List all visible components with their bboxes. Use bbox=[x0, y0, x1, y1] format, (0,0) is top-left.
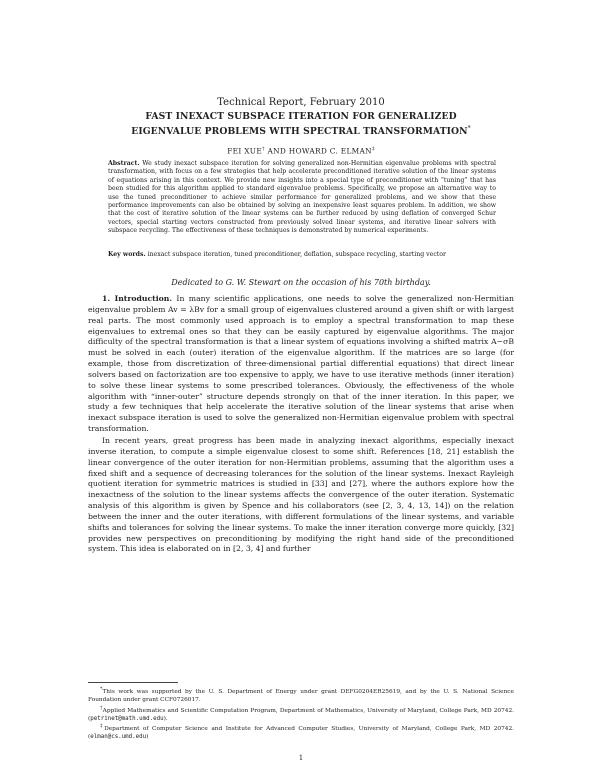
footnote-1 bbox=[88, 686, 514, 705]
intro-paragraph-2: In recent years, great progress has been made in analyzing inexact algorithms, especially inexact inverse iteration, to compute a simple eigenvalue closest to some shift. References [18, 21] establish the linear convergence of the outer iteration for non-Hermitian problems, assuming that the algorithm uses a fixed shift and a sequence of decreasing tolerances for the solution of the linear systems. Inexact Rayleigh quotient iteration for symmetric matrices is studied in [33] and [27], where the authors explore how the inexactness of the solution to the linear systems affects the convergence of the outer iteration. Systematic analysis of this algorithm is given by Spence and his collaborators (see [2, 3, 4, 13, 14]) on the relation between the inner and the outer iterations, with different formulations of the linear systems, and variable shifts and tolerances for solving the linear systems. To make the inner iteration converge more quickly, [32] provides new perspectives on preconditioning by modifying the right hand side of the preconditioned system. This idea is elaborated on in [2, 3, 4] and further bbox=[88, 435, 514, 554]
footnote-2-text: Applied Mathematics and Scientific Computation Program, Department of Mathematics, University of Maryland, College Park, MD 20742. ( bbox=[88, 707, 514, 722]
email-xue[interactable]: petrinet@math.umd.edu bbox=[90, 715, 164, 722]
footnote-2-mark: † bbox=[100, 705, 103, 711]
title-line-2-text: EIGENVALUE PROBLEMS WITH SPECTRAL TRANSFORMATION bbox=[131, 126, 468, 138]
author-xue-mark: † bbox=[262, 146, 265, 152]
authors bbox=[88, 146, 514, 155]
footnote-3-end: ) bbox=[146, 734, 149, 741]
paper-title bbox=[88, 111, 514, 138]
section-heading: 1. Introduction. bbox=[102, 294, 173, 303]
author-elman: AND HOWARD C. ELMAN bbox=[264, 146, 372, 156]
footnote-3 bbox=[88, 723, 514, 742]
author-xue: FEI XUE bbox=[227, 146, 263, 156]
introduction-section bbox=[88, 294, 514, 555]
title-line-1: FAST INEXACT SUBSPACE ITERATION FOR GENERALIZED bbox=[145, 111, 457, 122]
email-elman[interactable]: elman@cs.umd.edu bbox=[90, 734, 147, 741]
footnote-1-text: This work was supported by the U. S. Department of Energy under grant DEFG0204ER25619, and by the U. S. National Science Foundation under grant CCF0726017. bbox=[88, 688, 514, 703]
footnote-rule bbox=[88, 682, 178, 683]
report-label: Technical Report, February 2010 bbox=[217, 97, 385, 108]
keywords bbox=[108, 251, 496, 259]
abstract-label: Abstract. bbox=[108, 160, 140, 167]
author-elman-mark: ‡ bbox=[371, 146, 375, 152]
footnote-3-text: Department of Computer Science and Institute for Advanced Computer Studies, University of Maryland, College Park, MD 20742. ( bbox=[88, 726, 514, 741]
dedication: Dedicated to G. W. Stewart on the occasion of his 70th birthday. bbox=[171, 278, 431, 287]
intro-paragraph-1 bbox=[88, 294, 514, 435]
footnote-3-mark: ‡ bbox=[100, 724, 105, 730]
footnotes bbox=[88, 686, 514, 742]
abstract-text: We study inexact subspace iteration for solving generalized non-Hermitian eigenvalue problems with spectral transformation, with focus on a few strategies that help accelerate preconditioned iterative solution of the linear systems of equations arising in this context. We provide new insights into a special type of preconditioner with “tuning” that has been studied for this algorithm applied to standard eigenvalue problems. Specifically, we propose an alternative way to use the tuned preconditioner to achieve similar performance for generalized problems, and we show that these performance improvements can also be obtained by solving an inexpensive least squares problem. In addition, we show that the cost of iterative solution of the linear systems can be further reduced by using deflation of converged Schur vectors, special starting vectors constructed from previously solved linear systems, and iterative linear solvers with subspace recycling. The effectiveness of these techniques is demonstrated by numerical experiments. bbox=[108, 160, 496, 235]
footnote-2-end: ). bbox=[163, 715, 168, 722]
keywords-text: inexact subspace iteration, tuned preconditioner, deflation, subspace recycling, starting vector bbox=[147, 251, 446, 258]
footnote-2 bbox=[88, 705, 514, 724]
intro-paragraph-1-text: In many scientific applications, one needs to solve the generalized non-Hermitian eigenvalue problem Av = λBv for a small group of eigenvalues clustered around a given shift or with largest real parts. The most commonly used approach is to employ a spectral transformation to map these eigenvalues to extremal ones so that they can be easily captured by eigenvalue algorithms. The major difficulty of the spectral transformation is that a linear system of equations involving a shifted matrix A−σB must be solved in each (outer) iteration of the eigenvalue algorithm. If the matrices are so large (for example, those from discretization of three-dimensional partial differential equations) that direct linear solvers based on factorization are too expensive to apply, we have to use iterative methods (inner iteration) to solve these linear systems to some prescribed tolerances. Obviously, the effectiveness of the whole algorithm with “inner-outer” structure depends strongly on that of the inner iteration. In this paper, we study a few techniques that help accelerate the iterative solution of the linear systems that arise when inexact subspace iteration is used to solve the generalized non-Hermitian eigenvalue problem with spectral transformation. bbox=[88, 294, 514, 434]
footnote-1-mark: * bbox=[100, 687, 103, 692]
title-footnote-mark: * bbox=[467, 125, 471, 132]
abstract bbox=[108, 160, 496, 236]
title-line-2 bbox=[88, 123, 514, 138]
keywords-label: Key words. bbox=[108, 251, 146, 258]
page-number: 1 bbox=[298, 754, 304, 762]
